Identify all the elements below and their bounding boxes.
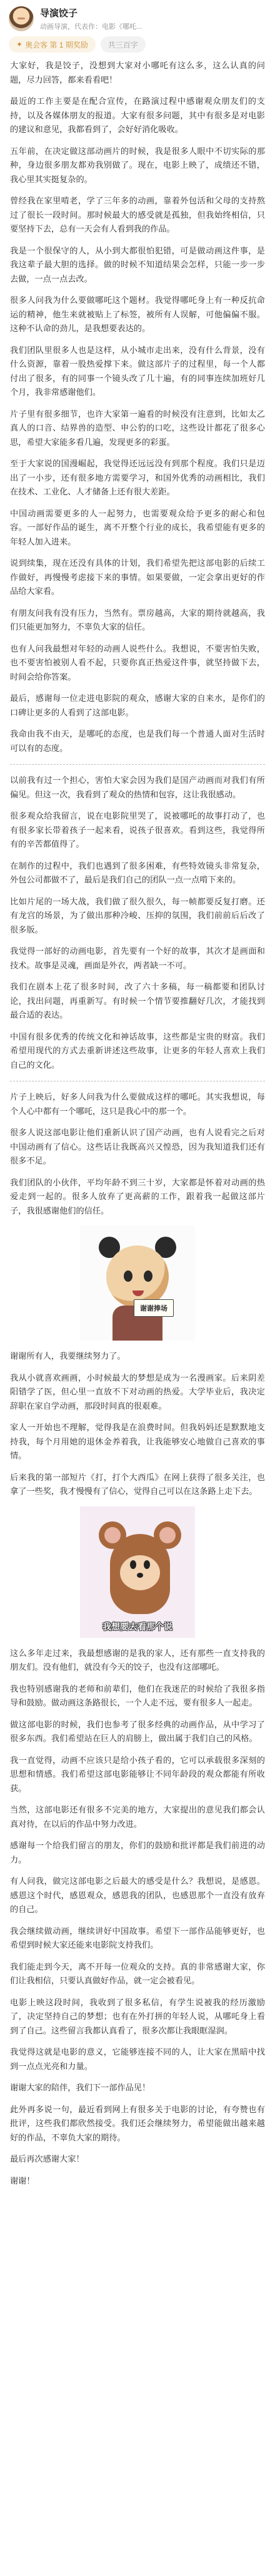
divider bbox=[10, 764, 265, 765]
reward-tag[interactable] bbox=[9, 36, 96, 53]
paragraph: 我会继续做动画，继续讲好中国故事。希望下一部作品能够更好，也希望到时候大家还能来电影院支持我们。 bbox=[10, 1926, 265, 1950]
paragraph: 此外再多说一句，最近看到网上有很多关于电影的讨论，有夸赞也有批评，这些我们都欣然接受。我们还会继续努力，希望能做出越来越好的作品，不辜负大家的期待。 bbox=[10, 2104, 265, 2142]
paragraph: 做这部电影的时候，我们也参考了很多经典的动画作品，从中学习了很多东西。我们希望站在巨人的肩膀上，做出属于我们自己的风格。 bbox=[10, 1719, 265, 1743]
paragraph: 曾经我在家里啃老，学了三年多的动画，靠着外包活和父母的支持熬过了很长一段时间。那时候最大的感受就是孤独，但我始终相信，只要坚持下去，总有一天会有人看到我的作品。 bbox=[10, 196, 265, 233]
cartoon-girl-holding-sign-meme[interactable] bbox=[80, 1225, 195, 1341]
author-meta: 动画导演，代表作：电影《哪吒... bbox=[40, 23, 142, 31]
paragraph: 我一直觉得，动画不应该只是给小孩子看的，它可以承载很多深刻的思想和情感。我们希望这部电影能够让不同年龄段的观众都能有所收获。 bbox=[10, 1755, 265, 1793]
tag-row bbox=[0, 36, 275, 59]
mouse-eye-right bbox=[144, 1560, 150, 1569]
mouse-eye-left bbox=[130, 1560, 136, 1569]
paragraph: 很多人问我为什么要做哪吒这个题材。我觉得哪吒身上有一种反抗命运的精神，他生来就被贴上了标签，被所有人误解，可他偏偏不服。这种不认命的劲儿，是我想要表达的。 bbox=[10, 295, 265, 333]
paragraph: 最近的工作主要是在配合宣传，在路演过程中感谢观众朋友们的支持，以及各媒体朋友的报道。大家有很多问题，其中有很多是对电影的建议和意见，我都看到了，会好好消化吸收。 bbox=[10, 96, 265, 134]
trophy-icon: ✦ bbox=[16, 40, 23, 49]
meme-caption: 我想要去看那个说 bbox=[102, 1621, 172, 1632]
paragraph: 我觉得一部好的动画电影，首先要有一个好的故事，其次才是画面和技术。故事是灵魂，画面是外衣，两者缺一不可。 bbox=[10, 946, 265, 970]
paragraph: 最后，感谢每一位走进电影院的观众，感谢大家的自来水，是你们的口碑让更多的人看到了这部电影。 bbox=[10, 693, 265, 717]
paragraph: 比如片尾的一场大战，我们做了很久很久，每一帧都要反复打磨。还有龙宫的场景，为了做出那种冷峻、压抑的氛围，我们前前后后改了很多版。 bbox=[10, 896, 265, 934]
answer-body bbox=[0, 59, 275, 2188]
paragraph: 我们在剧本上花了很多时间，改了六十多稿，每一稿都要和团队讨论，找出问题，再重新写。有时候一个情节要推翻好几次，才能找到最合适的表达。 bbox=[10, 982, 265, 1020]
paragraph: 我们团队里很多人也是这样，从小城市走出来，没有什么背景，没有什么资源，靠着一股热爱撑下来。做这部片子的过程里，每一个人都付出了很多，有的同事一个镜头改了几十遍，有的同事连续加班好几个月，我非常感谢他们。 bbox=[10, 345, 265, 397]
paragraph: 电影上映这段时间，我收到了很多私信，有学生说被我的经历激励了，决定坚持自己的梦想；也有在外打拼的年轻人说，从哪吒身上看到了自己。这些留言我都认真看了，很多次都让我眼眶湿润。 bbox=[10, 1997, 265, 2035]
paragraph: 我们能走到今天，离不开每一位观众的支持。真的非常感谢大家，你们让我相信，只要认真做好作品，就一定会被看见。 bbox=[10, 1961, 265, 1985]
length-tag-label: 共三百字 bbox=[108, 40, 138, 49]
meme-image-wrap bbox=[10, 1506, 265, 1638]
paragraph: 以前我有过一个担心，害怕大家会因为我们是国产动画而对我们有所偏见。但这一次，我看到了观众的热情和包容，这让我很感动。 bbox=[10, 775, 265, 799]
paragraph: 中国动画需要更多的人一起努力，也需要观众给予更多的耐心和包容。一部好作品的诞生，离不开整个行业的成长，我希望能有更多的年轻人加入进来。 bbox=[10, 508, 265, 546]
paragraph: 谢谢所有人，我要继续努力了。 bbox=[10, 1351, 126, 1361]
reward-tag-label: 奥会客 第 1 期奖励 bbox=[25, 40, 88, 49]
length-tag bbox=[101, 36, 146, 53]
author-info bbox=[40, 6, 142, 31]
cartoon-eye-left bbox=[124, 1270, 132, 1282]
paragraph: 感谢每一个给我们留言的朋友，你们的鼓励和批评都是我们前进的动力。 bbox=[10, 1841, 265, 1864]
paragraph: 至于大家说的国漫崛起，我觉得还远远没有到那个程度。我们只是迈出了一小步，还有很多地方需要学习，和国外优秀的动画相比，我们在技术、工业化、人才储备上还有很大差距。 bbox=[10, 459, 265, 496]
paragraph: 后来我的第一部短片《打，打个大西瓜》在网上获得了很多关注，也拿了一些奖，我才慢慢有了信心，觉得自己可以在这条路上走下去。 bbox=[10, 1472, 265, 1496]
paragraph: 也有人问我最想对年轻的动画人说些什么。我想说，不要害怕失败，也不要害怕被别人看不起，只要你真正热爱这件事，就坚持做下去，时间会给你答案。 bbox=[10, 643, 265, 682]
paragraph: 我觉得这就是电影的意义，它能够连接不同的人，让大家在黑暗中找到一点点光亮和力量。 bbox=[10, 2047, 265, 2071]
cartoon-head bbox=[106, 1245, 169, 1308]
paragraph: 在制作的过程中，我们也遇到了很多困难，有些特效镜头非常复杂，外包公司都做不了，最后是我们自己的团队一点一点啃下来的。 bbox=[10, 861, 265, 884]
paragraph: 谢谢大家的陪伴，我们下一部作品见！ bbox=[10, 2083, 151, 2092]
cartoon-eye-right bbox=[144, 1270, 152, 1282]
paragraph: 我从小就喜欢画画，小时候最大的梦想是成为一名漫画家。后来阴差阳错学了医，但心里一直放不下对动画的热爱。大学毕业后，我决定辞职在家自学动画，那段时间真的很艰难。 bbox=[10, 1372, 265, 1411]
paragraph: 有朋友问我有没有压力，当然有。票房越高，大家的期待就越高，我们只能更加努力，不辜负大家的信任。 bbox=[10, 608, 265, 631]
meme-sign-text: 谢谢捧场 bbox=[134, 1299, 174, 1317]
paragraph: 五年前，在决定做这部动画片的时候，我是很多人眼中不切实际的那种，身边很多朋友都劝我别做了。现在，电影上映了，成绩还不错，我心里其实挺复杂的。 bbox=[10, 146, 265, 184]
paragraph: 片子上映后，好多人问我为什么要做成这样的哪吒。其实我想说，每个人心中都有一个哪吒，这只是我心中的那一个。 bbox=[10, 1092, 265, 1116]
meme-image-wrap bbox=[10, 1225, 265, 1341]
paragraph: 有人问我，做完这部电影之后最大的感受是什么？我想说，是感恩。感恩这个时代，感恩观众，感恩我的团队，也感恩那个一直没有放弃的自己。 bbox=[10, 1876, 265, 1914]
paragraph: 说到续集，现在还没有具体的计划，我们希望先把这部电影的后续工作做好，再慢慢考虑接下来的事情。如果要做，一定会拿出更好的作品给大家看。 bbox=[10, 558, 265, 596]
paragraph: 最后再次感谢大家！ bbox=[10, 2154, 84, 2164]
author-header bbox=[0, 0, 275, 36]
paragraph: 大家好，我是饺子，没想到大家对小哪吒有这么多，这么认真的问题，尽力回答，都来看看吧！ bbox=[10, 61, 265, 84]
paragraph: 我也特别感谢我的老师和前辈们，他们在我迷茫的时候给了我很多指导和鼓励。做动画这条路很长，一个人走不远，要有很多人一起走。 bbox=[10, 1684, 265, 1707]
paragraph: 这么多年走过来，我最想感谢的是我的家人，还有那些一直支持我的朋友们。没有他们，就没有今天的饺子，也没有这部哪吒。 bbox=[10, 1648, 265, 1672]
paragraph: 中国有很多优秀的传统文化和神话故事，这些都是宝贵的财富。我们希望用现代的方式去重新讲述这些故事，让更多的年轻人喜欢上我们自己的文化。 bbox=[10, 1031, 265, 1070]
author-name[interactable]: 导演饺子 bbox=[40, 8, 78, 19]
paragraph: 很多观众给我留言，说在电影院里哭了，说被哪吒的故事打动了，也有很多家长带着孩子一起来看，说孩子很喜欢。看到这些，我觉得所有的辛苦都值得了。 bbox=[10, 811, 265, 849]
cartoon-mouse-meme[interactable] bbox=[80, 1506, 195, 1638]
author-avatar[interactable] bbox=[9, 6, 34, 31]
paragraph: 谢谢！ bbox=[10, 2175, 35, 2185]
paragraph: 家人一开始也不理解，觉得我是在浪费时间。但我妈妈还是默默地支持我，每个月用她的退休金养着我，让我能够安心地做自己喜欢的事情。 bbox=[10, 1423, 265, 1460]
paragraph: 当然，这部电影还有很多不完美的地方，大家提出的意见我们都会认真对待，在以后的作品中努力改进。 bbox=[10, 1805, 265, 1829]
paragraph: 我是一个很保守的人，从小到大都很怕犯错，可是做动画这件事，是我这辈子最大胆的选择。做的时候不知道结果会怎样，只能一步一步去做，一点一点去改。 bbox=[10, 245, 265, 284]
paragraph: 片子里有很多细节，也许大家第一遍看的时候没有注意到，比如太乙真人的口音、结界兽的造型、申公豹的口吃，这些设计都花了很多心思，希望大家能多看几遍，发现更多的彩蛋。 bbox=[10, 409, 265, 447]
paragraph: 很多人说这部电影让他们重新认识了国产动画，也有人说看完之后对中国动画有了信心。这些话让我既高兴又惶恐，因为我知道我们还有很多不足。 bbox=[10, 1128, 265, 1165]
paragraph: 我命由我不由天，是哪吒的态度，也是我们每一个普通人面对生活时可以有的态度。 bbox=[10, 729, 265, 753]
paragraph: 我们团队的小伙伴，平均年龄不到三十岁，大家都是怀着对动画的热爱走到一起的。很多人放弃了更高薪的工作，跟着我一起做这部片子，我很感谢他们的信任。 bbox=[10, 1177, 265, 1215]
mouse-nose bbox=[137, 1573, 143, 1578]
